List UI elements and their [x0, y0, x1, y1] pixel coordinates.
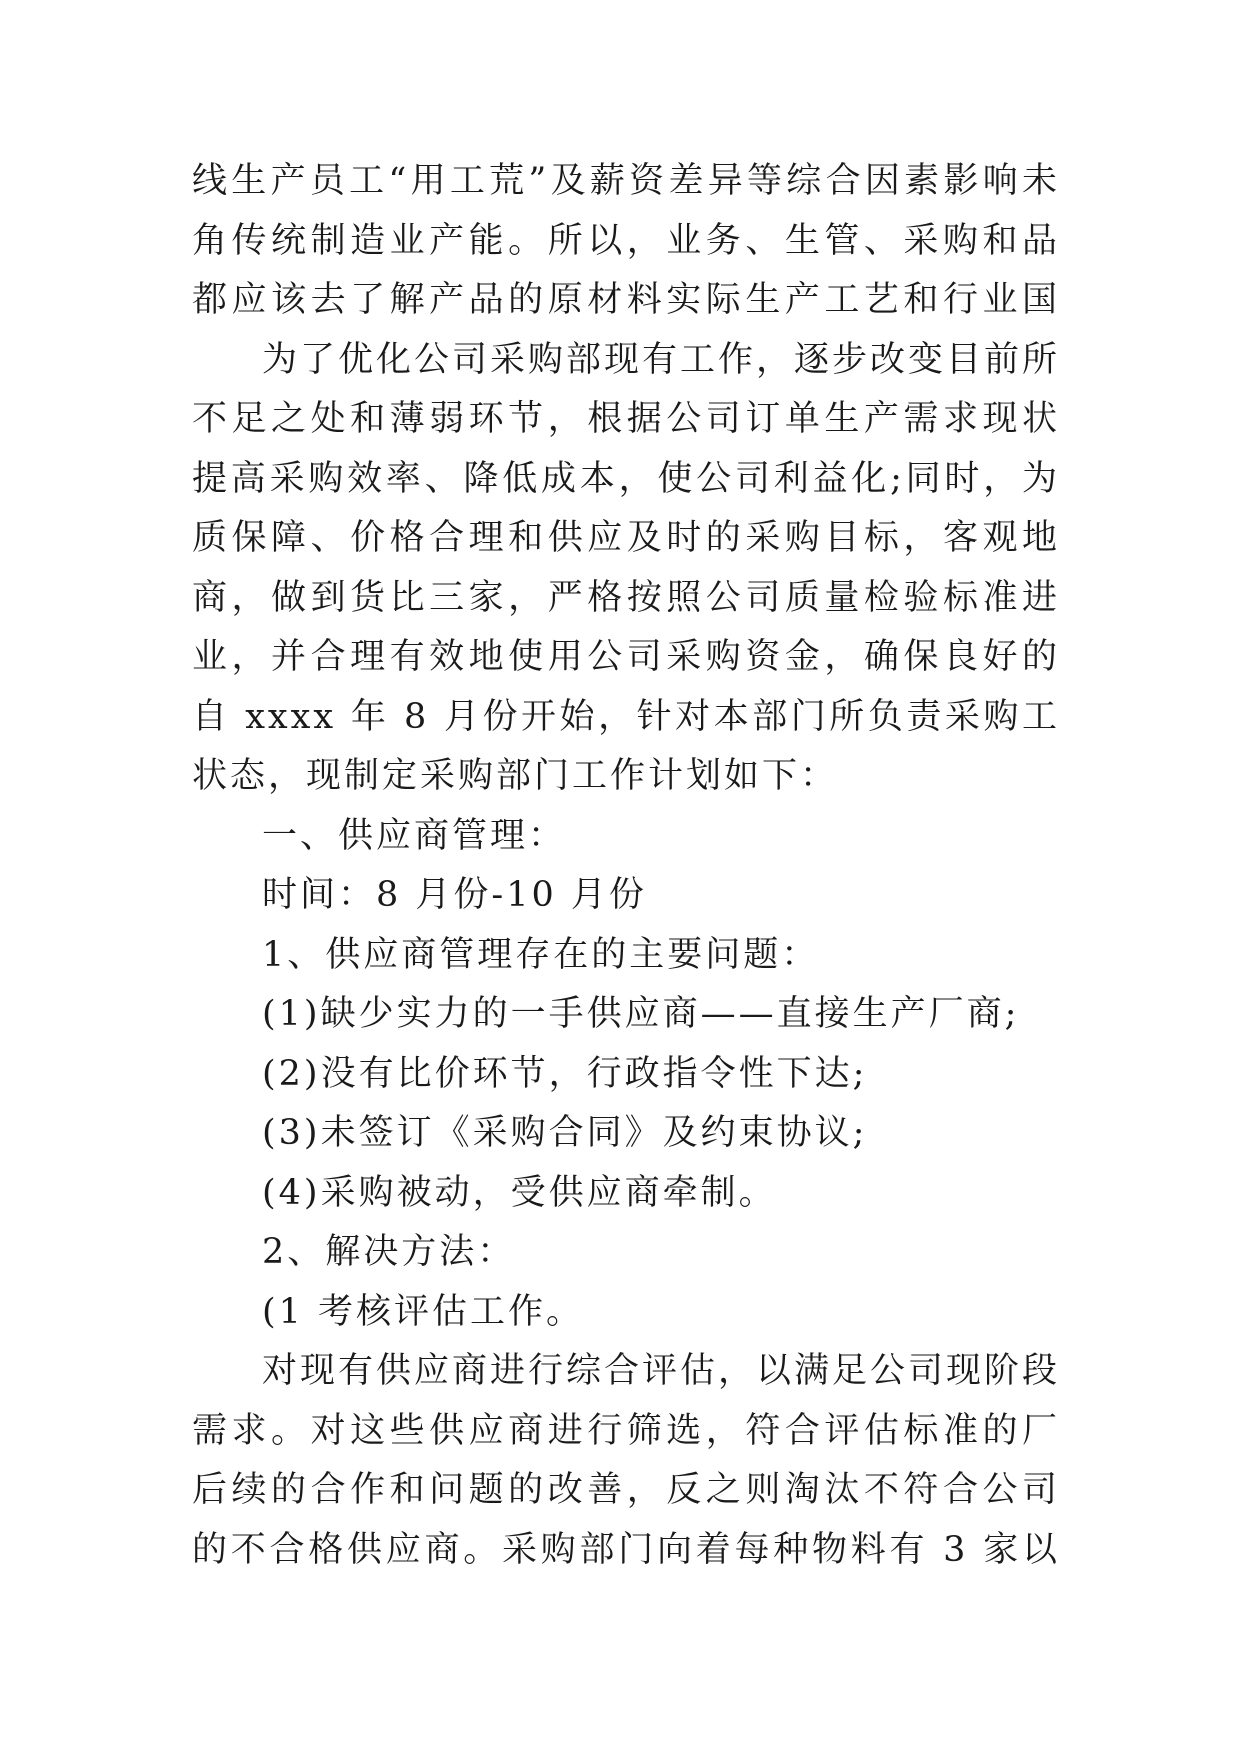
paragraph-line: 为了优化公司采购部现有工作，逐步改变目前所	[262, 339, 1060, 380]
list-item: (1)缺少实力的一手供应商——直接生产厂商;	[262, 994, 1020, 1034]
list-item: (1 考核评估工作。	[262, 1291, 585, 1332]
paragraph-line: 业，并合理有效地使用公司采购资金，确保良好的	[192, 637, 1060, 677]
paragraph-line: 都应该去了解产品的原材料实际生产工艺和行业国	[192, 280, 1060, 320]
subsection-heading: 1、供应商管理存在的主要问题：	[262, 934, 820, 975]
paragraph-line: 后续的合作和问题的改善，反之则淘汰不符合公司	[192, 1470, 1060, 1510]
time-line: 时间：8 月份-10 月份	[262, 875, 647, 915]
subsection-heading: 2、解决方法：	[262, 1232, 516, 1272]
list-item: (3)未签订《采购合同》及约束协议;	[262, 1113, 868, 1153]
paragraph-line: 线生产员工“用工荒”及薪资差异等综合因素影响未	[192, 161, 1060, 201]
paragraph-line: 质保障、价格合理和供应及时的采购目标，客观地	[192, 518, 1060, 558]
list-item: (2)没有比价环节，行政指令性下达;	[262, 1053, 868, 1094]
paragraph-line: 的不合格供应商。采购部门向着每种物料有 3 家以	[192, 1529, 1060, 1570]
list-item: (4)采购被动，受供应商牵制。	[262, 1172, 777, 1213]
paragraph-line: 自 xxxx 年 8 月份开始，针对本部门所负责采购工	[192, 696, 1060, 737]
paragraph-line: 对现有供应商进行综合评估，以满足公司现阶段	[262, 1351, 1060, 1391]
paragraph-line: 角传统制造业产能。所以，业务、生管、采购和品	[192, 220, 1060, 261]
paragraph-line: 状态，现制定采购部门工作计划如下：	[192, 756, 839, 796]
paragraph-line: 不足之处和薄弱环节，根据公司订单生产需求现状	[192, 399, 1060, 439]
body-text	[192, 152, 1060, 1580]
paragraph-line: 需求。对这些供应商进行筛选，符合评估标准的厂	[192, 1410, 1060, 1451]
section-heading: 一、供应商管理：	[262, 815, 567, 856]
paragraph-line: 商，做到货比三家，严格按照公司质量检验标准进	[192, 577, 1060, 618]
paragraph-line: 提高采购效率、降低成本，使公司利益化;同时，为	[192, 458, 1060, 499]
